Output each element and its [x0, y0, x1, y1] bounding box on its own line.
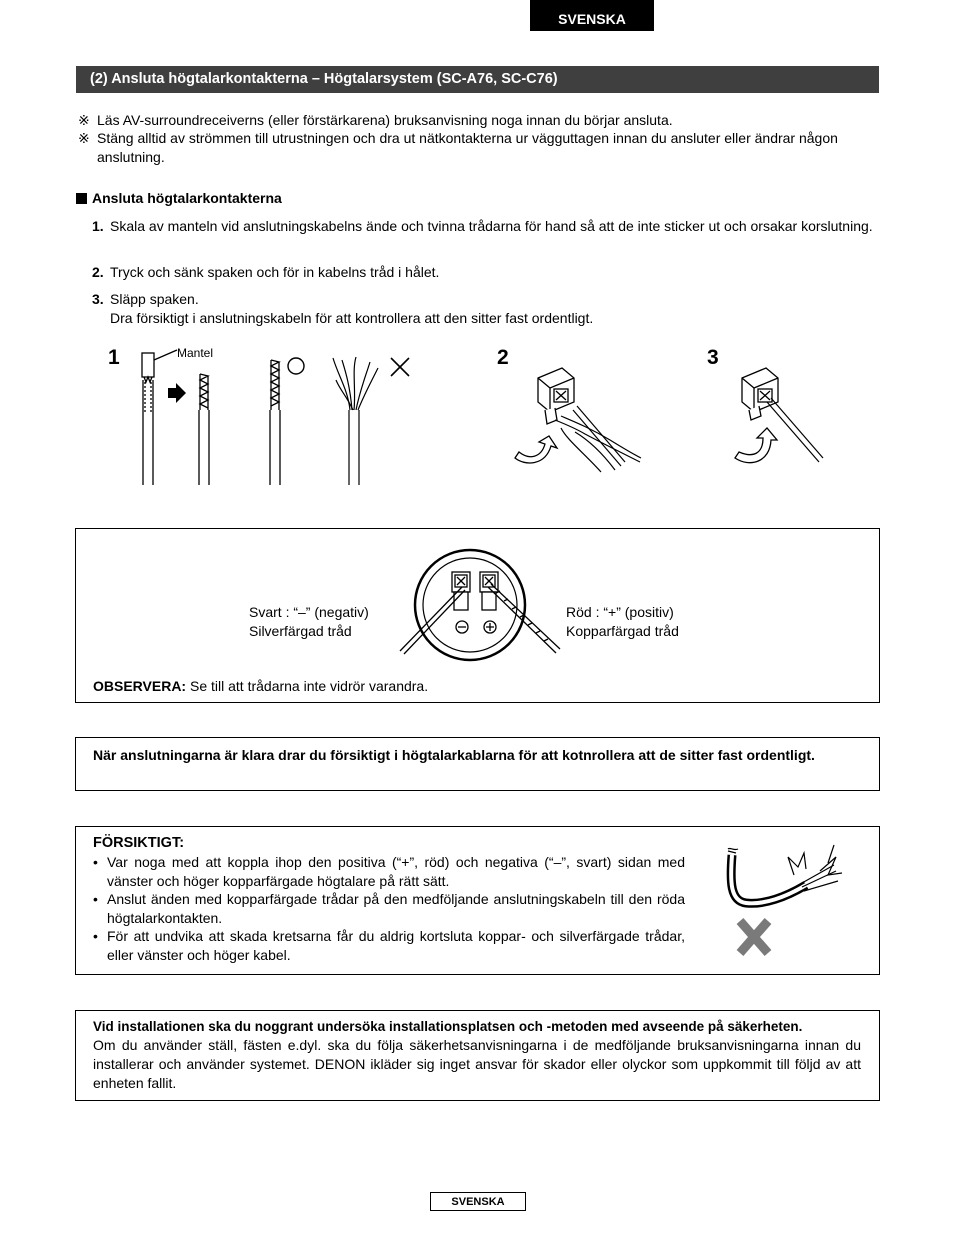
figure-3-label: 3 — [707, 346, 719, 369]
step-text: Släpp spaken. — [110, 291, 199, 307]
step-text-continued: Dra försiktigt i anslutningskabeln för att kontrollera att den sitter fast ordentligt. — [110, 310, 594, 326]
cable-frayed — [333, 357, 378, 485]
observe-note — [93, 677, 428, 696]
subheading: Ansluta högtalarkontakterna — [76, 190, 282, 206]
curved-arrow-icon — [515, 436, 557, 463]
step-text: Tryck och sänk spaken och för in kabelns tråd i hålet. — [110, 264, 440, 280]
check-connection-box — [75, 737, 880, 791]
step-item: 2. Tryck och sänk spaken och för in kabelns tråd i hålet. — [92, 263, 880, 282]
release-lever-illustration — [725, 362, 835, 477]
installation-heading: Vid installationen ska du noggrant undersöka installationsplatsen och -metoden med avseende på säkerheten. — [93, 1019, 803, 1034]
language-tab: SVENSKA — [530, 0, 654, 31]
correct-mark-icon — [288, 358, 304, 374]
note-item — [78, 129, 878, 167]
press-lever-illustration — [505, 362, 645, 477]
installation-text: Om du använder ställ, fästen e.dyl. ska du följa säkerhetsanvisningarna i de medföljande bruksanvisningarna innan du installerar och använder systemet. DENON ikläder sig inget ansvar för skador eller olyckor som uppkommit till följd av att enheten fallit. — [93, 1037, 861, 1091]
caution-title: FÖRSIKTIGT: — [93, 835, 185, 851]
mantel-label: Mantel — [177, 346, 214, 360]
caution-item: • Var noga med att koppla ihop den positiva (“+”, röd) och negativa (“–”, svart) sidan med vänster och höger kopparfärgade högtalare på rätt sätt. — [93, 853, 685, 890]
caution-item: • För att undvika att skada kretsarna får du aldrig kortsluta koppar- och silverfärgade trådar, eller vänster och höger kabel. — [93, 927, 685, 964]
positive-wire-label: Kopparfärgad tråd — [566, 623, 679, 639]
cable-with-sheath — [142, 350, 177, 485]
step-text: Skala av manteln vid anslutningskabelns ände och tvinna trådarna för hand så att de inte sticker ut och orsakar korslutning. — [110, 218, 873, 234]
curved-arrow-up-icon — [735, 428, 777, 463]
figure-2-label: 2 — [497, 346, 509, 369]
caution-list — [93, 853, 685, 964]
note-text: Stäng alltid av strömmen till utrustningen och dra ut nätkontakterna ur vägguttagen innan du ansluter eller ändrar någon anslutning. — [97, 130, 838, 165]
negative-wire-label: Silverfärgad tråd — [249, 623, 352, 639]
short-circuit-illustration — [716, 841, 856, 961]
caution-item: • Anslut änden med kopparfärgade trådar på den medföljande anslutningskabeln till den röda högtalarkontakten. — [93, 890, 685, 927]
section-title: (2) Ansluta högtalarkontakterna – Högtalarsystem (SC-A76, SC-C76) — [76, 66, 879, 93]
note-item — [78, 111, 878, 130]
caution-box — [75, 826, 880, 975]
installation-box — [75, 1010, 880, 1101]
observe-text: Se till att trådarna inte vidrör varandra. — [189, 678, 429, 694]
arrow-right-icon — [168, 383, 186, 403]
reference-mark-icon: ※ — [78, 112, 90, 128]
footer-language-tab: SVENSKA — [430, 1192, 526, 1211]
speaker-terminal-illustration — [396, 541, 566, 671]
prohibited-x-icon — [740, 921, 768, 953]
stripping-illustration — [120, 340, 430, 490]
note-text: Läs AV-surroundreceiverns (eller förstärkarena) bruksanvisning noga innan du börjar ansluta. — [97, 112, 673, 128]
step-item: 3. Släpp spaken. Dra försiktigt i anslutningskabeln för att kontrollera att den sitter fast ordentligt. — [92, 290, 880, 328]
figure-1-label: 1 — [108, 346, 120, 369]
cable-twisted — [199, 374, 209, 485]
step-item: 1. Skala av manteln vid anslutningskabelns ände och tvinna trådarna för hand så att de inte sticker ut och orsakar korslutning. — [92, 217, 880, 236]
negative-label: Svart : “–” (negativ) — [249, 604, 369, 620]
cable-correct — [270, 360, 280, 485]
positive-label: Röd : “+” (positiv) — [566, 604, 674, 620]
check-connection-text: När anslutningarna är klara drar du försiktigt i högtalarkablarna för att kotnrollera att de sitter fast ordentligt. — [93, 747, 815, 763]
observe-label: OBSERVERA: — [93, 678, 187, 694]
reference-mark-icon: ※ — [78, 130, 90, 146]
wrong-mark-icon — [391, 358, 409, 376]
square-bullet-icon — [76, 193, 87, 204]
terminal-box — [75, 528, 880, 703]
